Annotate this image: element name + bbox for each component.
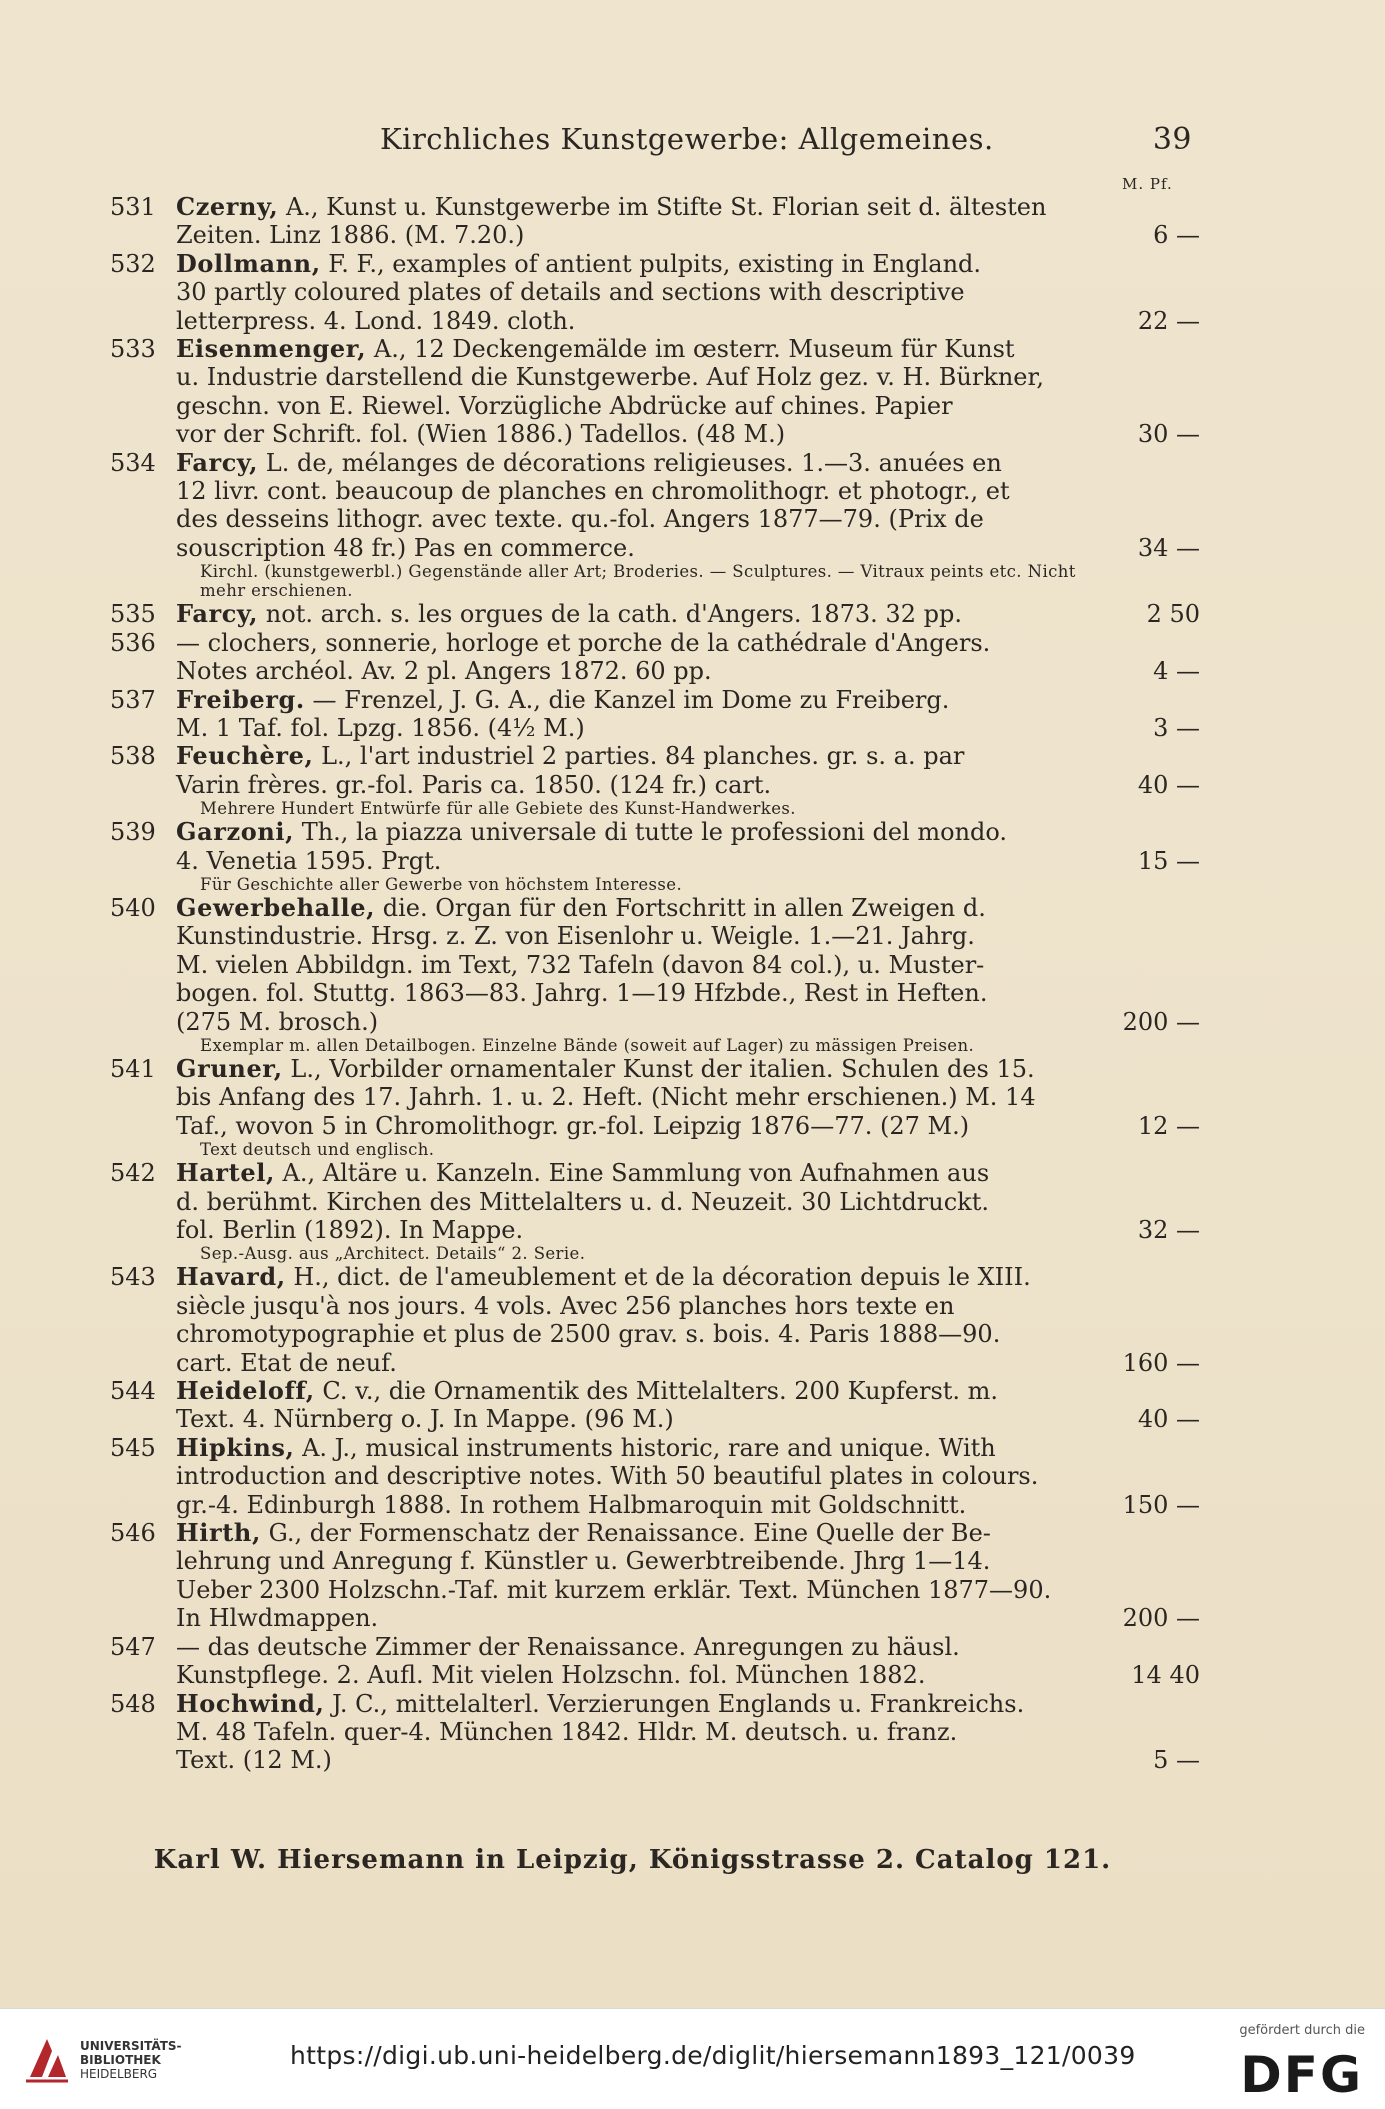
author-name: Eisenmenger, — [176, 334, 367, 364]
entry-line-text: Notes archéol. Av. 2 pl. Angers 1872. 60 pp. — [176, 657, 712, 686]
entry-number: 533 — [110, 335, 156, 364]
entry-line-text: Th., la piazza universale di tutte le professioni del mondo. — [301, 818, 1008, 847]
entry-line — [176, 894, 1112, 922]
entry-number: 535 — [110, 600, 156, 629]
entry-line-text: C. v., die Ornamentik des Mittelalters. 200 Kupferst. m. — [322, 1377, 999, 1406]
catalog-entry — [110, 1690, 1200, 1775]
author-name: Gruner, — [176, 1053, 283, 1083]
catalog-entry — [110, 686, 1200, 743]
author-name: Hipkins, — [176, 1432, 295, 1462]
entry-line-text: gr.-4. Edinburgh 1888. In rothem Halbmaroquin mit Goldschnitt. — [176, 1490, 967, 1519]
entry-note: Sep.-Ausg. aus „Architect. Details“ 2. Serie. — [200, 1244, 586, 1264]
price-column-heading: M. Pf. — [1122, 175, 1173, 193]
catalog-entry — [110, 894, 1200, 1055]
entry-line — [176, 221, 1112, 249]
entry-note: Mehrere Hundert Entwürfe für alle Gebiete des Kunst-Handwerkes. — [200, 799, 796, 819]
entry-line — [176, 847, 1112, 875]
author-name: Farcy, — [176, 447, 259, 477]
entry-line-text: A., Altäre u. Kanzeln. Eine Sammlung von Aufnahmen aus — [282, 1159, 990, 1188]
entry-line — [176, 1519, 1112, 1547]
catalog-entry — [110, 1633, 1200, 1690]
entry-line-text: In Hlwdmappen. — [176, 1604, 379, 1633]
author-name: Heideloff, — [176, 1376, 315, 1406]
entry-line-text: die. Organ für den Fortschritt in allen Zweigen d. — [382, 893, 986, 922]
entry-line — [176, 1377, 1112, 1405]
institution-name: UNIVERSITÄTS- BIBLIOTHEK HEIDELBERG — [80, 2039, 182, 2081]
catalog-entry — [110, 193, 1200, 250]
entry-line-text: siècle jusqu'à nos jours. 4 vols. Avec 256 planches hors texte en — [176, 1291, 955, 1320]
entry-number: 547 — [110, 1632, 156, 1661]
author-name: Dollmann, — [176, 248, 321, 278]
entry-line — [176, 1434, 1112, 1462]
entry-line — [176, 1405, 1112, 1433]
funded-by-label: gefördert durch die — [1239, 2023, 1365, 2038]
entry-number: 538 — [110, 742, 156, 771]
entry-line-text: H., dict. de l'ameublement et de la décoration depuis le XIII. — [293, 1263, 1031, 1292]
entry-line — [176, 629, 1112, 657]
catalog-entry — [110, 250, 1200, 335]
entry-line — [176, 420, 1112, 448]
catalog-entry — [110, 629, 1200, 686]
entry-line — [176, 1491, 1112, 1519]
author-name: Garzoni, — [176, 817, 295, 847]
entry-line-text: d. berühmt. Kirchen des Mittelalters u. d. Neuzeit. 30 Lichtdruckt. — [176, 1187, 989, 1216]
entry-line-text: lehrung und Anregung f. Künstler u. Gewerbtreibende. Jhrg 1—14. — [176, 1547, 991, 1576]
entry-line-text: M. vielen Abbildgn. im Text, 732 Tafeln (davon 84 col.), u. Muster- — [176, 950, 985, 979]
author-name: Hochwind, — [176, 1688, 325, 1718]
entry-line-text: des desseins lithogr. avec texte. qu.-fol. Angers 1877—79. (Prix de — [176, 505, 984, 534]
entry-text — [176, 742, 1112, 799]
entry-text — [176, 1159, 1112, 1244]
entry-number: 544 — [110, 1377, 156, 1406]
entry-text — [176, 600, 1112, 628]
entry-text — [176, 335, 1112, 449]
entry-text — [176, 1263, 1112, 1377]
entry-number: 542 — [110, 1159, 156, 1188]
entry-line-text: M. 1 Taf. fol. Lpzg. 1856. (4½ M.) — [176, 713, 585, 742]
entry-line-text: bogen. fol. Stuttg. 1863—83. Jahrg. 1—19 Hfzbde., Rest in Heften. — [176, 979, 988, 1008]
author-name: Hirth, — [176, 1518, 261, 1548]
entry-line — [176, 1159, 1112, 1187]
catalog-entry — [110, 1263, 1200, 1377]
entry-line-text: J. C., mittelalterl. Verzierungen Englands u. Frankreichs. — [332, 1689, 1025, 1718]
entry-line — [176, 686, 1112, 714]
entry-line-text: fol. Berlin (1892). In Mappe. — [176, 1216, 524, 1244]
entry-line-text: 12 livr. cont. beaucoup de planches en chromolithogr. et photogr., et — [176, 477, 1010, 506]
entry-line — [176, 1263, 1112, 1291]
entry-line-text: A., 12 Deckengemälde im œsterr. Museum für Kunst — [373, 335, 1015, 364]
entry-line-text: L., Vorbilder ornamentaler Kunst der italien. Schulen des 15. — [290, 1054, 1035, 1083]
entry-line — [176, 1112, 1112, 1140]
entry-line-text: — das deutsche Zimmer der Renaissance. Anregungen zu häusl. — [176, 1632, 960, 1661]
author-name: Gewerbehalle, — [176, 892, 376, 922]
entry-line — [176, 714, 1112, 742]
entry-price: 150 — — [1122, 1490, 1200, 1519]
entry-line — [176, 1462, 1112, 1490]
catalog-entry — [110, 1055, 1200, 1159]
entry-number: 536 — [110, 628, 156, 657]
entry-line-text: A. J., musical instruments historic, rare and unique. With — [302, 1433, 996, 1462]
entry-line — [176, 278, 1112, 306]
entry-text — [176, 1377, 1112, 1434]
entry-line — [176, 449, 1112, 477]
entry-line — [176, 1216, 1112, 1244]
entry-line — [176, 922, 1112, 950]
entry-line — [176, 392, 1112, 420]
entry-line-text: letterpress. 4. Lond. 1849. cloth. — [176, 306, 576, 335]
university-library-logo-icon — [22, 2033, 72, 2085]
entry-line — [176, 505, 1112, 533]
entry-price: 22 — — [1137, 306, 1200, 335]
page-header — [380, 122, 1192, 162]
entry-price: 6 — — [1153, 221, 1200, 250]
catalog-entry — [110, 1159, 1200, 1263]
entry-line-text: geschn. von E. Riewel. Vorzügliche Abdrücke auf chines. Papier — [176, 391, 953, 420]
entry-text — [176, 250, 1112, 335]
catalog-entry — [110, 600, 1200, 628]
entry-text — [176, 449, 1112, 563]
entry-line — [176, 1083, 1112, 1111]
entry-text — [176, 1690, 1112, 1775]
entry-number: 534 — [110, 448, 156, 477]
entry-line-text: Taf., wovon 5 in Chromolithogr. gr.-fol. Leipzig 1876—77. (27 M.) — [176, 1111, 970, 1140]
author-name: Hartel, — [176, 1158, 275, 1188]
entry-text — [176, 629, 1112, 686]
entry-line-text: A., Kunst u. Kunstgewerbe im Stifte St. Florian seit d. ältesten — [285, 193, 1047, 221]
entry-note: Kirchl. (kunstgewerbl.) Gegenstände aller Art; Broderies. — Sculptures. — Vitraux peints etc. Nicht mehr erschienen. — [200, 562, 1076, 601]
author-name: Farcy, — [176, 599, 259, 629]
catalog-entries — [110, 193, 1200, 1775]
entry-price: 15 — — [1137, 846, 1200, 875]
entry-note: Text deutsch und englisch. — [200, 1140, 435, 1160]
entry-price: 200 — — [1122, 1007, 1200, 1036]
entry-line — [176, 1718, 1112, 1746]
entry-line — [176, 771, 1112, 799]
page-number: 39 — [1152, 122, 1192, 157]
entry-number: 537 — [110, 685, 156, 714]
entry-number: 548 — [110, 1689, 156, 1718]
entry-text — [176, 1633, 1112, 1690]
entry-line-text: u. Industrie darstellend die Kunstgewerbe. Auf Holz gez. v. H. Bürkner, — [176, 363, 1044, 392]
entry-price: 2 50 — [1146, 600, 1200, 629]
entry-text — [176, 1055, 1112, 1140]
entry-price: 3 — — [1153, 713, 1200, 742]
entry-text — [176, 1519, 1112, 1633]
entry-price: 4 — — [1153, 657, 1200, 686]
entry-number: 541 — [110, 1054, 156, 1083]
entry-line — [176, 1055, 1112, 1083]
entry-line-text: 30 partly coloured plates of details and sections with descriptive — [176, 278, 965, 307]
entry-line — [176, 307, 1112, 335]
entry-line — [176, 534, 1112, 562]
permalink-url[interactable]: https://digi.ub.uni-heidelberg.de/diglit/hiersemann1893_121/0039 — [290, 2041, 1136, 2070]
entry-line-text: Text. 4. Nürnberg o. J. In Mappe. (96 M.) — [176, 1405, 674, 1434]
dfg-logo: DFG — [1240, 2046, 1363, 2104]
entry-line — [176, 742, 1112, 770]
entry-line-text: souscription 48 fr.) Pas en commerce. — [176, 533, 635, 562]
author-name: Czerny, — [176, 192, 279, 221]
entry-number: 546 — [110, 1519, 156, 1548]
entry-line — [176, 1661, 1112, 1689]
entry-line-text: chromotypographie et plus de 2500 grav. s. bois. 4. Paris 1888—90. — [176, 1320, 1001, 1349]
entry-line — [176, 1349, 1112, 1377]
entry-line — [176, 1292, 1112, 1320]
catalog-entry — [110, 818, 1200, 894]
entry-line — [176, 193, 1112, 221]
entry-line — [176, 1576, 1112, 1604]
entry-line-text: introduction and descriptive notes. With 50 beautiful plates in colours. — [176, 1462, 1039, 1491]
entry-text — [176, 818, 1112, 875]
catalog-entry — [110, 335, 1200, 449]
entry-line — [176, 979, 1112, 1007]
entry-line-text: F. F., examples of antient pulpits, existing in England. — [328, 249, 982, 278]
entry-number: 540 — [110, 893, 156, 922]
entry-number: 531 — [110, 193, 156, 221]
viewer-bar — [0, 2008, 1385, 2109]
entry-line-text: 4. Venetia 1595. Prgt. — [176, 846, 442, 875]
entry-text — [176, 193, 1112, 250]
entry-price: 160 — — [1122, 1348, 1200, 1377]
entry-line-text: L. de, mélanges de décorations religieuses. 1.—3. anuées en — [265, 448, 1002, 477]
entry-line-text: bis Anfang des 17. Jahrh. 1. u. 2. Heft. (Nicht mehr erschienen.) M. 14 — [176, 1083, 1036, 1112]
author-name: Feuchère, — [176, 741, 314, 771]
entry-number: 545 — [110, 1433, 156, 1462]
entry-line — [176, 1320, 1112, 1348]
page-title: Kirchliches Kunstgewerbe: Allgemeines. — [380, 122, 994, 156]
entry-price: 12 — — [1137, 1111, 1200, 1140]
entry-price: 34 — — [1137, 533, 1200, 562]
catalog-entry — [110, 1377, 1200, 1434]
entry-line-text: L., l'art industriel 2 parties. 84 planches. gr. s. a. par — [321, 742, 965, 771]
entry-price: 14 40 — [1131, 1661, 1200, 1690]
entry-price: 30 — — [1137, 420, 1200, 449]
entry-line-text: cart. Etat de neuf. — [176, 1348, 397, 1377]
entry-line — [176, 1547, 1112, 1575]
publisher-footer — [0, 1845, 1385, 1875]
publisher-footer-text: Karl W. Hiersemann in Leipzig, Königsstrasse 2. Catalog 121. — [153, 1845, 1112, 1875]
entry-line-text: M. 48 Tafeln. quer-4. München 1842. Hldr. M. deutsch. u. franz. — [176, 1717, 958, 1746]
entry-line — [176, 600, 1112, 628]
entry-line — [176, 1746, 1112, 1774]
entry-line — [176, 335, 1112, 363]
entry-line-text: Kunstpflege. 2. Aufl. Mit vielen Holzschn. fol. München 1882. — [176, 1661, 926, 1690]
entry-line — [176, 250, 1112, 278]
entry-text — [176, 686, 1112, 743]
entry-note: Für Geschichte aller Gewerbe von höchstem Interesse. — [200, 874, 683, 894]
entry-line — [176, 1690, 1112, 1718]
catalog-entry — [110, 742, 1200, 818]
entry-price: 5 — — [1153, 1746, 1200, 1775]
entry-price: 200 — — [1122, 1604, 1200, 1633]
catalog-entry — [110, 449, 1200, 601]
entry-line — [176, 477, 1112, 505]
entry-line-text: Zeiten. Linz 1886. (M. 7.20.) — [176, 221, 525, 250]
catalog-entry — [110, 1519, 1200, 1633]
entry-line-text: Varin frères. gr.-fol. Paris ca. 1850. (124 fr.) cart. — [176, 770, 772, 799]
entry-text — [176, 894, 1112, 1036]
entry-price: 32 — — [1137, 1215, 1200, 1244]
entry-line — [176, 1604, 1112, 1632]
entry-line — [176, 951, 1112, 979]
author-name: Havard, — [176, 1262, 286, 1292]
entry-line — [176, 363, 1112, 391]
entry-line — [176, 1633, 1112, 1661]
entry-line — [176, 1008, 1112, 1036]
entry-line-text: (275 M. brosch.) — [176, 1007, 379, 1036]
entry-line-text: vor der Schrift. fol. (Wien 1886.) Tadellos. (48 M.) — [176, 420, 786, 449]
entry-line — [176, 818, 1112, 846]
entry-number: 539 — [110, 818, 156, 847]
entry-line-text: Text. (12 M.) — [176, 1746, 332, 1775]
entry-text — [176, 1434, 1112, 1519]
entry-line-text: — clochers, sonnerie, horloge et porche de la cathédrale d'Angers. — [176, 628, 991, 657]
catalog-entry — [110, 1434, 1200, 1519]
entry-note: Exemplar m. allen Detailbogen. Einzelne Bände (soweit auf Lager) zu mässigen Preisen. — [200, 1035, 975, 1055]
entry-line-text: not. arch. s. les orgues de la cath. d'Angers. 1873. 32 pp. — [265, 600, 962, 629]
entry-line-text: — Frenzel, J. G. A., die Kanzel im Dome zu Freiberg. — [312, 685, 950, 714]
entry-number: 543 — [110, 1263, 156, 1292]
author-name: Freiberg. — [176, 684, 305, 714]
entry-line — [176, 657, 1112, 685]
entry-price: 40 — — [1137, 770, 1200, 799]
entry-line-text: Kunstindustrie. Hrsg. z. Z. von Eisenlohr u. Weigle. 1.—21. Jahrg. — [176, 922, 975, 951]
entry-line-text: G., der Formenschatz der Renaissance. Eine Quelle der Be- — [268, 1519, 991, 1548]
entry-price: 40 — — [1137, 1405, 1200, 1434]
entry-number: 532 — [110, 249, 156, 278]
entry-line — [176, 1188, 1112, 1216]
entry-line-text: Ueber 2300 Holzschn.-Taf. mit kurzem erklär. Text. München 1877—90. — [176, 1575, 1052, 1604]
